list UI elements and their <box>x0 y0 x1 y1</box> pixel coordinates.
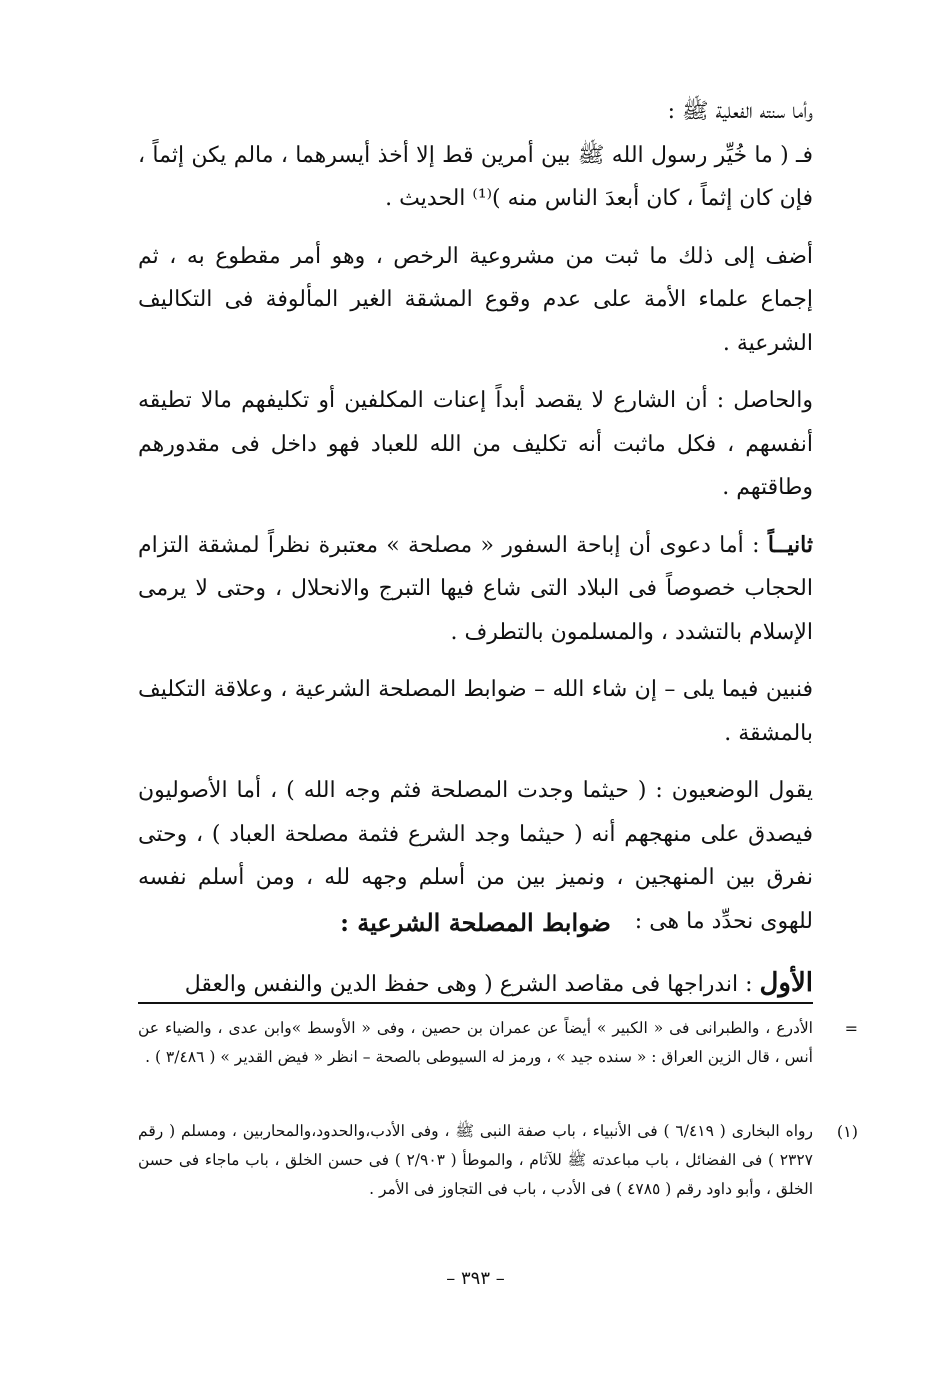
page-number: – ٣٩٣ – <box>446 1268 505 1289</box>
footnote-continued <box>138 1014 858 1072</box>
paragraph-5-rest: : أما دعوى أن إباحة السفور <box>493 532 768 558</box>
paragraph-6: فنبين فيما يلى – إن شاء الله – ضوابط المصلحة الشرعية ، وعلاقة التكليف بالمشقة . <box>138 677 813 746</box>
footnote-divider <box>138 1002 813 1004</box>
paragraph-4: والحاصل : أن الشارع لا يقصد أبداً إعنات المكلفين أو تكليفهم مالا تطيقه أنفسهم ، فكل ماثبت أنه تكليف من الله للعباد فهو داخل فى مقدورهم وطاقتهم . <box>138 388 813 500</box>
footnote-1-marker: (١) <box>836 1122 858 1141</box>
footnote-continued-marker: = <box>844 1019 858 1038</box>
paragraph-1: وأما سنته الفعلية ﷺ : <box>667 99 813 124</box>
paragraph-5-text: « مصلحة » معتبرة نظراً لمشقة التزام الحجاب خصوصاً فى البلاد التى شاع فيها التبرج والانحلال ، وحتى لا يرمى الإسلام بالتشدد ، والمسلمون بالتطرف . <box>138 532 813 645</box>
first-criterion-text: : اندراجها فى مقاصد الشرع ( وهى حفظ الدين والنفس والعقل <box>184 972 760 997</box>
paragraph-7: يقول الوضعيون : ( حيثما وجدت المصلحة فثم وجه الله ) ، أما الأصوليون فيصدق على منهجهم أنه ( حيثما وجد الشرع فثمة مصلحة العباد ) ، وحتى نفرق بين المنهجين ، ونميز بين من أسلم وجهه لله ، ومن أسلم نفسه للهوى نحدِّد ما هى : <box>138 778 813 934</box>
footnote-1 <box>138 1117 858 1204</box>
footnote-1-text: رواه البخارى ( ٦/٤١٩ ) فى الأنبياء ، باب صفة النبى ﷺ ، وفى الأدب،والحدود،والمحاربين ، ومسلم ( رقم ٢٣٢٧ ) فى الفضائل ، باب مباعدته ﷺ للآثام ، والموطأ ( ٢/٩٠٣ ) فى حسن الخلق ، باب ماجاء فى حسن الخلق ، وأبو داود رقم ( ٤٧٨٥ ) فى الأدب ، باب فى التجاوز فى الأمر . <box>138 1122 813 1198</box>
first-criterion-lead: الأول <box>759 968 813 998</box>
first-criterion-line <box>138 962 813 1007</box>
first-criterion <box>138 962 813 1007</box>
paragraph-5-lead: ثانيــاً <box>767 531 813 558</box>
main-text <box>138 90 813 943</box>
paragraph-5 <box>138 524 813 655</box>
paragraph-3: أضف إلى ذلك ما ثبت من مشروعية الرخص ، وهو أمر مقطوع به ، ثم إجماع علماء الأمة على عدم وقوع المشقة الغير المألوفة فى التكاليف الشرعية . <box>138 243 813 356</box>
footnote-continued-text: الأدرع ، والطبرانى فى « الكبير » أيضاً عن عمران بن حصين ، وفى « الأوسط »وابن عدى ، والضياء عن أنس ، قال الزين العراق : « سنده جيد » ، ورمز له السيوطى بالصحة – انظر « فيض القدير » ( ٣/٤٨٦ ) . <box>138 1019 813 1066</box>
section-heading: ضوابط المصلحة الشرعية : <box>340 908 611 937</box>
paragraph-2: فـ ( ما خُيِّر رسول الله ﷺ بين أمرين قط إلا أخذ أيسرهما ، مالم يكن إثماً ، فإن كان إثماً ، كان أبعدَ الناس منه )⁽¹⁾ الحديث . <box>138 142 813 211</box>
